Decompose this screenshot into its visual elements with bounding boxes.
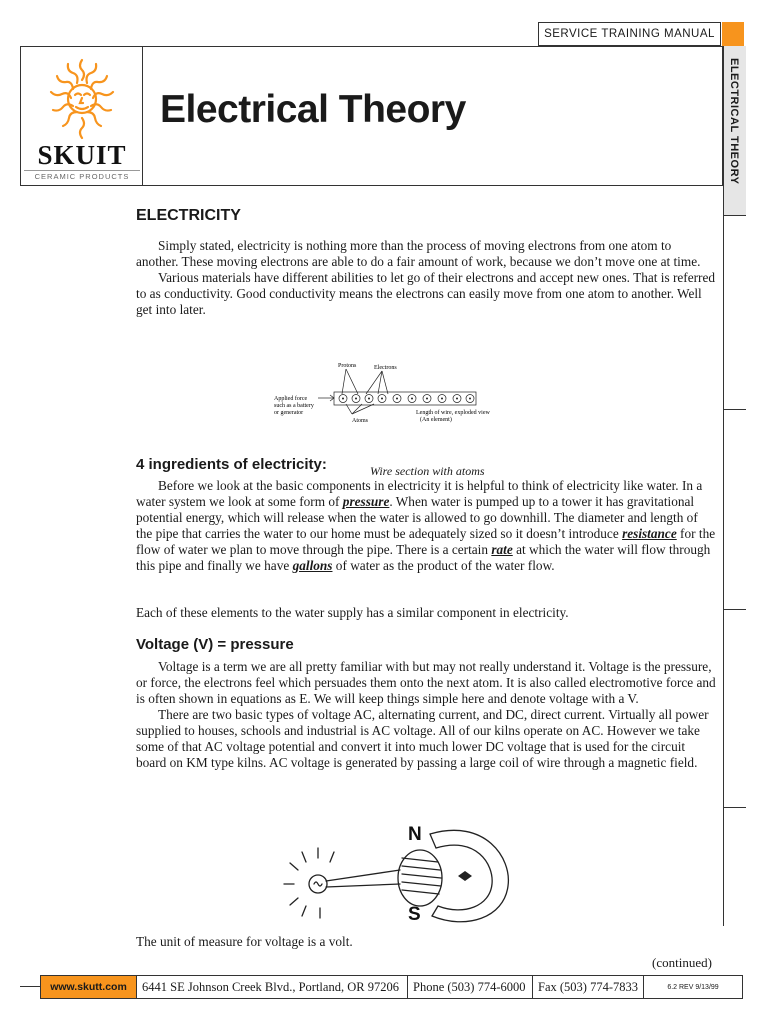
label-wire: (An element) bbox=[420, 417, 452, 423]
side-tab-label: ELECTRICAL THEORY bbox=[728, 58, 740, 185]
side-tab-blank[interactable] bbox=[724, 610, 746, 808]
logo-divider bbox=[142, 46, 143, 186]
sun-logo-icon bbox=[48, 54, 116, 142]
section-heading-ingredients: 4 ingredients of electricity: bbox=[136, 456, 327, 473]
section-heading-voltage: Voltage (V) = pressure bbox=[136, 636, 294, 653]
keyword-rate: rate bbox=[491, 542, 513, 557]
electricity-text bbox=[136, 238, 716, 318]
text-run: for the flow of water we plan to move through the pipe. There is a certain bbox=[136, 526, 716, 557]
footer-bar bbox=[40, 975, 743, 999]
continued-note: (continued) bbox=[652, 955, 712, 970]
side-tab-electrical-theory[interactable] bbox=[724, 46, 746, 216]
side-tab-blank[interactable] bbox=[724, 216, 746, 410]
figure-caption: Wire section with atoms bbox=[370, 464, 485, 478]
side-tab-strip bbox=[723, 46, 746, 926]
page-title: Electrical Theory bbox=[160, 88, 466, 131]
manual-label: SERVICE TRAINING MANUAL bbox=[538, 22, 721, 46]
label-electrons: Electrons bbox=[374, 365, 397, 371]
footer-revision: 6.2 REV 9/13/99 bbox=[667, 983, 719, 991]
brand-name: SKUIT bbox=[37, 140, 127, 170]
keyword-resistance: resistance bbox=[622, 526, 677, 541]
unit-text bbox=[136, 934, 716, 950]
footer-phone: Phone (503) 774-6000 bbox=[408, 976, 533, 998]
paragraph: Various materials have different abilities to let go of their electrons and accept new ones. That is referred to as conductivity. Good conductivity means the electrons can easily move from one atom to another. Well get into later. bbox=[136, 270, 716, 317]
paragraph: There are two basic types of voltage AC, alternating current, and DC, direct current. Virtually all power supplied to houses, schools and industrial is AC voltage. All of our kilns operate on AC. However we take some of that AC voltage potential and convert it into much lower DC voltage that is used for the circuit board on KM type kilns. AC voltage is generated by passing a large coil of wire through a magnetic field. bbox=[136, 707, 709, 770]
label-applied-force: such as a battery bbox=[274, 403, 314, 409]
footer-fax: Fax (503) 774-7833 bbox=[533, 976, 644, 998]
label-wire: Length of wire, exploded view bbox=[416, 410, 490, 416]
label-protons: Protons bbox=[338, 363, 357, 369]
voltage-text bbox=[136, 659, 716, 771]
text-run: Before we look at the basic components in electricity it is helpful to think of electricity like water. In a water system we look at some form of bbox=[136, 478, 703, 509]
paragraph: The unit of measure for voltage is a volt. bbox=[136, 934, 353, 949]
wire-atoms-diagram bbox=[270, 356, 530, 436]
side-tab-blank[interactable] bbox=[724, 808, 746, 926]
elements-text bbox=[136, 605, 716, 621]
label-applied-force: Applied force bbox=[274, 396, 308, 402]
text-run: . When water is pumped up to a tower it has gravitational potential energy, which will release when the water is allowed to go downhill. The diameter and length of the pipe that carries the water to our home must be adequately sized so it doesn’t introduce bbox=[136, 494, 698, 541]
ingredients-text bbox=[136, 478, 716, 574]
text-run: of water as the product of the water flow. bbox=[332, 558, 555, 573]
paragraph: Simply stated, electricity is nothing more than the process of moving electrons from one atom to another. These moving electrons are able to do a fair amount of work, because we don’t move one at time. bbox=[136, 238, 701, 269]
label-atoms: Atoms bbox=[352, 418, 369, 424]
footer-rule bbox=[20, 986, 40, 987]
paragraph: Voltage is a term we are all pretty familiar with but may not really understand it. Voltage is the pressure, or force, the electrons feel which persuades them onto the next atom. It is also called electromotive force and is often shown in equations as E. We will keep things simple here and denote voltage with a V. bbox=[136, 659, 716, 706]
brand-subtitle: CERAMIC PRODUCTS bbox=[24, 170, 140, 181]
paragraph bbox=[136, 478, 716, 574]
keyword-pressure: pressure bbox=[342, 494, 390, 509]
magnet-north-label: N bbox=[408, 824, 422, 845]
paragraph: Each of these elements to the water supply has a similar component in electricity. bbox=[136, 605, 569, 620]
section-heading-electricity: ELECTRICITY bbox=[136, 207, 241, 224]
keyword-gallons: gallons bbox=[292, 558, 333, 573]
magnet-south-label: S bbox=[408, 904, 421, 925]
orange-corner-tab bbox=[722, 22, 744, 46]
footer-website-link[interactable]: www.skutt.com bbox=[41, 976, 137, 998]
magnet-generator-diagram bbox=[280, 818, 520, 928]
side-tab-blank[interactable] bbox=[724, 410, 746, 610]
footer-address: 6441 SE Johnson Creek Blvd., Portland, OR 97206 bbox=[137, 976, 408, 998]
text-run: at which the water will flow through this pipe and finally we have bbox=[136, 542, 711, 573]
label-applied-force: or generator bbox=[274, 410, 304, 416]
